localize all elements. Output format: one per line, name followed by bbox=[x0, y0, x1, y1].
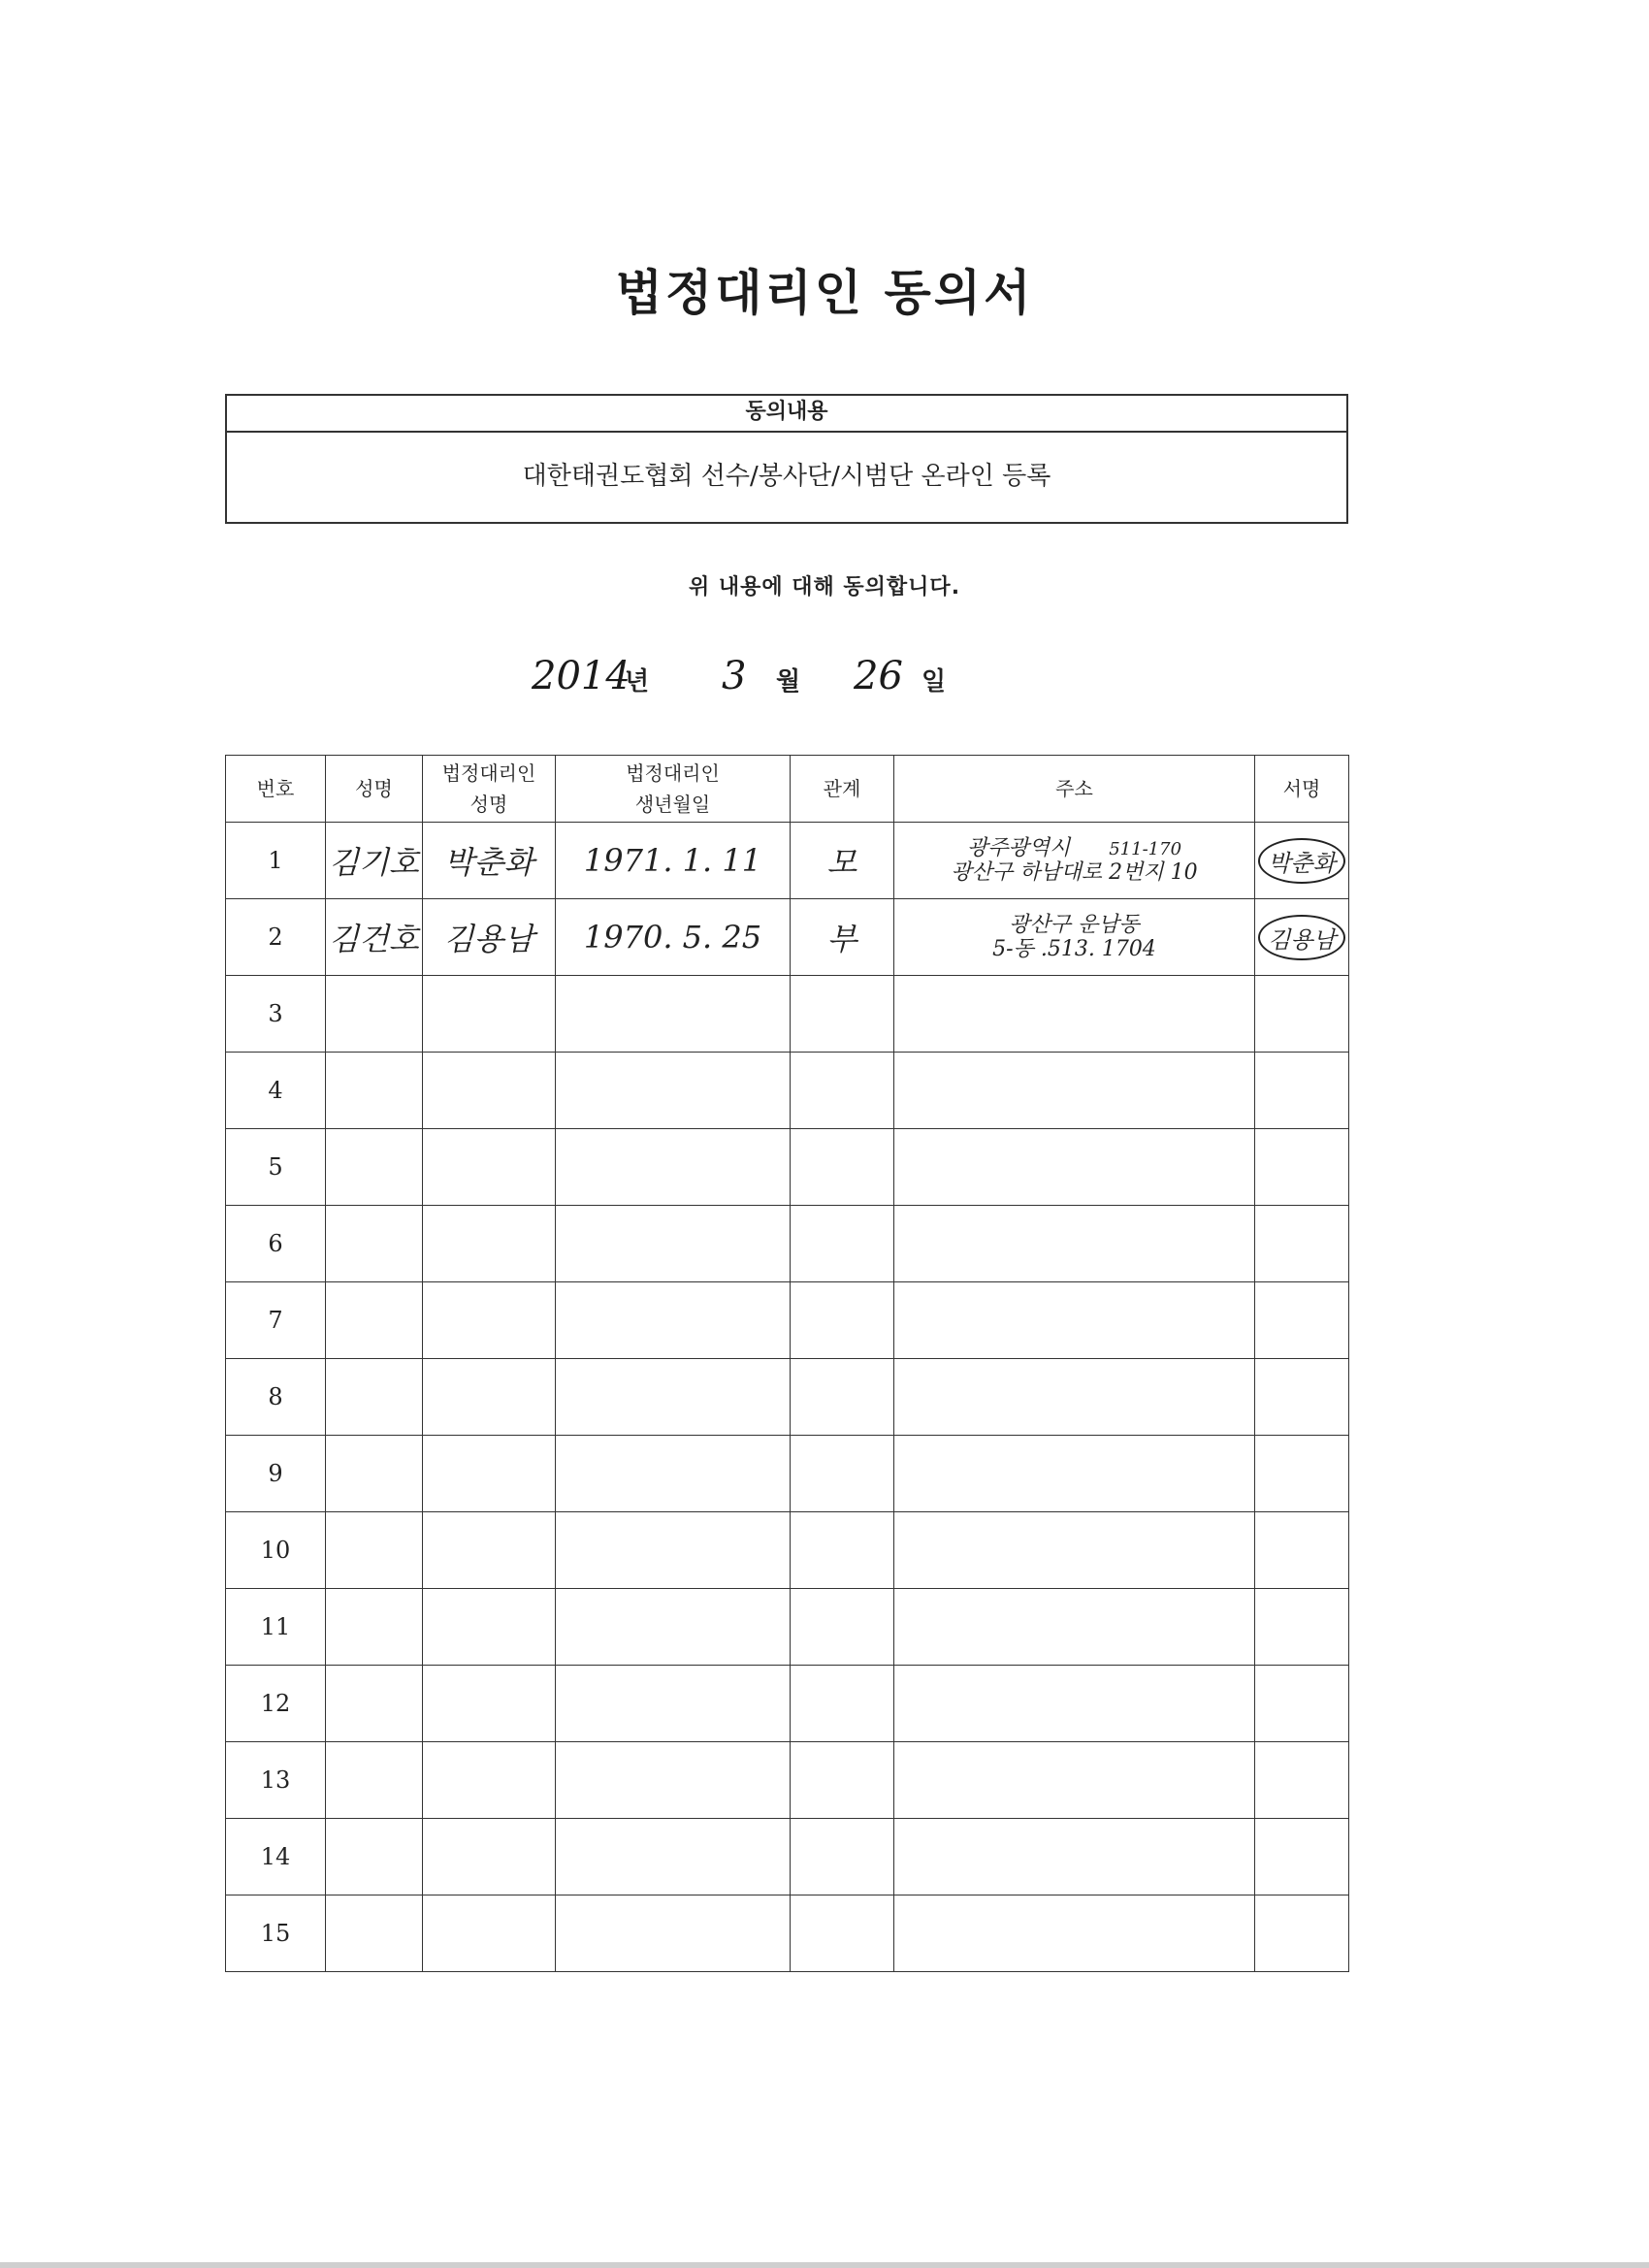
address-postcode: 511-170 bbox=[1109, 838, 1182, 859]
date-year-value: 2014 bbox=[532, 654, 630, 698]
cell-name bbox=[326, 1206, 423, 1282]
table-row bbox=[226, 1129, 1349, 1206]
cell-name: 김건호 bbox=[326, 899, 423, 976]
table-header-row bbox=[226, 756, 1349, 823]
cell-name bbox=[326, 1819, 423, 1895]
header-guardian-name: 법정대리인 성명 bbox=[423, 756, 556, 823]
cell-no: 1 bbox=[226, 823, 326, 899]
signature-mark: 김용남 bbox=[1258, 915, 1345, 960]
cell-no: 4 bbox=[226, 1053, 326, 1129]
cell-signature bbox=[1255, 823, 1349, 899]
cell-signature bbox=[1255, 1819, 1349, 1895]
consent-content: 대한태권도협회 선수/봉사단/시범단 온라인 등록 bbox=[522, 462, 1051, 491]
cell-address bbox=[894, 1359, 1255, 1436]
cell-guardian-birth bbox=[556, 1282, 791, 1359]
table-row bbox=[226, 1359, 1349, 1436]
cell-address bbox=[894, 1666, 1255, 1742]
cell-guardian-name bbox=[423, 1129, 556, 1206]
cell-guardian-name bbox=[423, 1819, 556, 1895]
cell-name bbox=[326, 976, 423, 1053]
cell-guardian-name bbox=[423, 1359, 556, 1436]
cell-address bbox=[894, 1589, 1255, 1666]
document-title: 법정대리인 동의서 bbox=[615, 265, 1034, 321]
cell-no: 6 bbox=[226, 1206, 326, 1282]
cell-relation bbox=[791, 1666, 894, 1742]
cell-guardian-birth bbox=[556, 1206, 791, 1282]
cell-guardian-birth bbox=[556, 1053, 791, 1129]
cell-name bbox=[326, 1512, 423, 1589]
cell-no: 8 bbox=[226, 1359, 326, 1436]
cell-signature bbox=[1255, 1589, 1349, 1666]
cell-no: 7 bbox=[226, 1282, 326, 1359]
cell-guardian-birth: 1970. 5. 25 bbox=[556, 899, 791, 976]
date-line bbox=[0, 648, 1649, 706]
cell-name bbox=[326, 1436, 423, 1512]
cell-no: 2 bbox=[226, 899, 326, 976]
cell-address bbox=[894, 1206, 1255, 1282]
cell-signature bbox=[1255, 1436, 1349, 1512]
date-year-label: 년 bbox=[625, 667, 650, 697]
table-body bbox=[226, 823, 1349, 1972]
cell-no: 5 bbox=[226, 1129, 326, 1206]
cell-no: 13 bbox=[226, 1742, 326, 1819]
cell-address bbox=[894, 1512, 1255, 1589]
address-line-1: 광산구 운남동 bbox=[1009, 912, 1140, 937]
cell-guardian-name bbox=[423, 976, 556, 1053]
cell-guardian-birth bbox=[556, 1129, 791, 1206]
cell-guardian-name bbox=[423, 1282, 556, 1359]
table-row bbox=[226, 1589, 1349, 1666]
date-month-label: 월 bbox=[776, 667, 801, 697]
cell-no: 14 bbox=[226, 1819, 326, 1895]
cell-guardian-birth bbox=[556, 1742, 791, 1819]
cell-signature bbox=[1255, 1512, 1349, 1589]
cell-relation bbox=[791, 1512, 894, 1589]
cell-name bbox=[326, 1129, 423, 1206]
consent-box bbox=[225, 394, 1348, 524]
agree-statement: 위 내용에 대해 동의합니다. bbox=[688, 575, 961, 599]
cell-address bbox=[894, 899, 1255, 976]
cell-guardian-name bbox=[423, 1053, 556, 1129]
cell-guardian-birth bbox=[556, 1666, 791, 1742]
table-row bbox=[226, 976, 1349, 1053]
cell-name bbox=[326, 1895, 423, 1972]
cell-relation: 모 bbox=[791, 823, 894, 899]
cell-guardian-name bbox=[423, 1666, 556, 1742]
cell-name bbox=[326, 1359, 423, 1436]
scan-edge bbox=[0, 2262, 1649, 2268]
guardian-roster-table bbox=[225, 755, 1349, 1972]
cell-guardian-birth bbox=[556, 1436, 791, 1512]
cell-address bbox=[894, 976, 1255, 1053]
cell-name bbox=[326, 1666, 423, 1742]
cell-signature bbox=[1255, 1206, 1349, 1282]
cell-name: 김기호 bbox=[326, 823, 423, 899]
cell-signature bbox=[1255, 1742, 1349, 1819]
cell-guardian-name: 김용남 bbox=[423, 899, 556, 976]
header-name: 성명 bbox=[326, 756, 423, 823]
cell-relation bbox=[791, 1206, 894, 1282]
cell-guardian-name bbox=[423, 1895, 556, 1972]
cell-relation bbox=[791, 1282, 894, 1359]
cell-guardian-name bbox=[423, 1512, 556, 1589]
cell-relation bbox=[791, 1819, 894, 1895]
cell-address bbox=[894, 1129, 1255, 1206]
cell-guardian-name: 박춘화 bbox=[423, 823, 556, 899]
cell-address bbox=[894, 1282, 1255, 1359]
cell-signature bbox=[1255, 1895, 1349, 1972]
cell-guardian-birth bbox=[556, 1512, 791, 1589]
cell-relation bbox=[791, 976, 894, 1053]
cell-signature bbox=[1255, 1359, 1349, 1436]
table-row bbox=[226, 1742, 1349, 1819]
cell-guardian-birth bbox=[556, 1359, 791, 1436]
cell-address bbox=[894, 1742, 1255, 1819]
cell-guardian-name bbox=[423, 1206, 556, 1282]
cell-no: 10 bbox=[226, 1512, 326, 1589]
address-line-2: 5-동 .513. 1704 bbox=[992, 937, 1156, 961]
date-month-value: 3 bbox=[722, 654, 747, 698]
cell-guardian-birth: 1971. 1. 11 bbox=[556, 823, 791, 899]
cell-signature bbox=[1255, 1282, 1349, 1359]
cell-guardian-birth bbox=[556, 1895, 791, 1972]
cell-relation bbox=[791, 1895, 894, 1972]
cell-relation bbox=[791, 1436, 894, 1512]
cell-guardian-birth bbox=[556, 1589, 791, 1666]
table-row bbox=[226, 1206, 1349, 1282]
cell-name bbox=[326, 1742, 423, 1819]
cell-address bbox=[894, 1819, 1255, 1895]
header-no: 번호 bbox=[226, 756, 326, 823]
cell-no: 3 bbox=[226, 976, 326, 1053]
cell-address bbox=[894, 823, 1255, 899]
cell-no: 12 bbox=[226, 1666, 326, 1742]
cell-name bbox=[326, 1589, 423, 1666]
table-row bbox=[226, 1666, 1349, 1742]
cell-no: 9 bbox=[226, 1436, 326, 1512]
cell-guardian-name bbox=[423, 1436, 556, 1512]
consent-header: 동의내용 bbox=[227, 396, 1346, 433]
cell-guardian-name bbox=[423, 1589, 556, 1666]
cell-relation bbox=[791, 1359, 894, 1436]
table-row bbox=[226, 899, 1349, 976]
cell-relation: 부 bbox=[791, 899, 894, 976]
cell-signature bbox=[1255, 899, 1349, 976]
signature-mark: 박춘화 bbox=[1258, 838, 1345, 884]
header-signature: 서명 bbox=[1255, 756, 1349, 823]
header-guardian-birth: 법정대리인 생년월일 bbox=[556, 756, 791, 823]
table-row bbox=[226, 1819, 1349, 1895]
cell-no: 11 bbox=[226, 1589, 326, 1666]
cell-relation bbox=[791, 1589, 894, 1666]
header-relation: 관계 bbox=[791, 756, 894, 823]
cell-address bbox=[894, 1053, 1255, 1129]
date-day-label: 일 bbox=[922, 667, 947, 697]
table-row bbox=[226, 1895, 1349, 1972]
cell-guardian-name bbox=[423, 1742, 556, 1819]
cell-no: 15 bbox=[226, 1895, 326, 1972]
cell-name bbox=[326, 1282, 423, 1359]
address-line-1: 광주광역시 bbox=[966, 835, 1071, 860]
cell-relation bbox=[791, 1053, 894, 1129]
cell-address bbox=[894, 1895, 1255, 1972]
cell-relation bbox=[791, 1742, 894, 1819]
address-line-2: 광산구 하남대로 2번지 10 bbox=[951, 860, 1198, 885]
cell-signature bbox=[1255, 1666, 1349, 1742]
table-row bbox=[226, 1436, 1349, 1512]
cell-signature bbox=[1255, 1129, 1349, 1206]
cell-guardian-birth bbox=[556, 976, 791, 1053]
cell-name bbox=[326, 1053, 423, 1129]
cell-signature bbox=[1255, 976, 1349, 1053]
cell-signature bbox=[1255, 1053, 1349, 1129]
table-row bbox=[226, 1282, 1349, 1359]
date-day-value: 26 bbox=[854, 654, 903, 698]
cell-address bbox=[894, 1436, 1255, 1512]
table-row bbox=[226, 1053, 1349, 1129]
cell-relation bbox=[791, 1129, 894, 1206]
table-row bbox=[226, 1512, 1349, 1589]
table-row bbox=[226, 823, 1349, 899]
header-address: 주소 bbox=[894, 756, 1255, 823]
cell-guardian-birth bbox=[556, 1819, 791, 1895]
